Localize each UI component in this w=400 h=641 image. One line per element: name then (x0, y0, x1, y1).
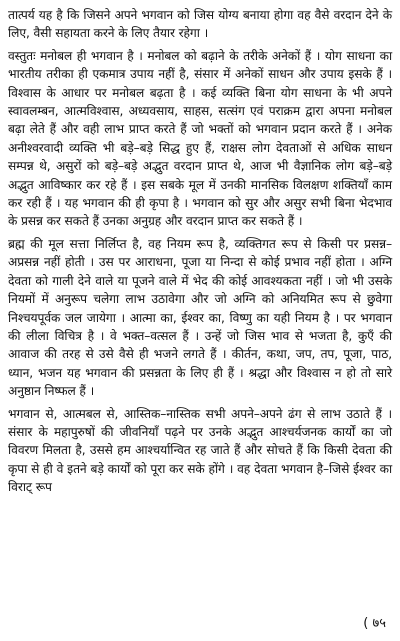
page-number: ( ७५ (363, 616, 386, 631)
document-page (8, 6, 392, 635)
paragraph-3: ब्रह्म की मूल सत्ता निर्लिप्त है, वह नियम रूप है, व्यक्तिगत रूप से किसी पर प्रसन्न–अप्रसन्न नहीं होती । उस पर आराधना, पूजा या निन्दा से कोई प्रभाव नहीं होता । अग्नि देवता को गाली देने वाले या पूजने वाले में भेद की कोई आवश्यकता नहीं । जो भी उसके नियमों में अनुरूप चलेगा लाभ उठावेगा और जो अग्नि को अनियमित रूप से छुवेगा निश्चयपूर्वक जल जायेगा । आत्मा का, ईश्वर का, विष्णु का यही नियम है । पर भगवान की लीला विचित्र है । वे भक्त–वत्सल हैं । उन्हें जो जिस भाव से भजता है, कुएँ की आवाज की तरह से उसे वैसे ही भजने लगते हैं । कीर्तन, कथा, जप, तप, पूजा, पाठ, ध्यान, भजन यह भगवान की प्रसन्नता के लिए ही हैं । श्रद्धा और विश्वास न हो तो सारे अनुष्ठान निष्फल हैं । (8, 236, 392, 399)
paragraph-2: वस्तुतः मनोबल ही भगवान है । मनोबल को बढ़ाने के तरीके अनेकों हैं । योग साधना का भारतीय तरीका ही एकमात्र उपाय नहीं है, संसार में अनेकों साधन और उपाय इसके हैं । विश्वास के आधार पर मनोबल बढ़ता है । कई व्यक्ति बिना योग साधना के भी अपने स्वावलम्बन, आत्मविश्वास, अध्यवसाय, साहस, सत्संग एवं पराक्रम द्वारा अपना मनोबल बढ़ा लेते हैं और वही लाभ प्राप्त करते हैं जो भक्तों को भगवान प्रदान करते हैं । अनेक अनीश्वरवादी व्यक्ति भी बड़े–बड़े सिद्ध हुए हैं, राक्षस लोग देवताओं से अधिक साधन सम्पन्न थे, असुरों को बड़े–बड़े अद्भुत वरदान प्राप्त थे, आज भी वैज्ञानिक लोग बड़े–बड़े अद्भुत आविष्कार कर रहे हैं । इस सबके मूल में उनकी मानसिक विलक्षण शक्तियाँ काम कर रही हैं । यह भगवान की ही कृपा है । भगवान को सुर और असुर सभी बिना भेदभाव के प्रसन्न कर सकते हैं उनका अनुग्रह और वरदान प्राप्त कर सकते हैं । (8, 48, 392, 229)
paragraph-4: भगवान से, आत्मबल से, आस्तिक–नास्तिक सभी अपने–अपने ढंग से लाभ उठाते हैं । संसार के महापुरुषों की जीवनियाँ पढ़ने पर उनके अद्भुत आश्चर्यजनक कार्यों का जो विवरण मिलता है, उससे हम आश्चर्यान्वित रह जाते हैं और सोचते हैं कि किसी देवता की कृपा से ही वे इतने बड़े कार्यों को पूरा कर सके होंगे । वह देवता भगवान है–जिसे ईश्वर का विराट् रूप (8, 406, 392, 495)
paragraph-1: तात्पर्य यह है कि जिसने अपने भगवान को जिस योग्य बनाया होगा वह वैसे वरदान देने के लिए, वैसी सहायता करने के लिए तैयार रहेगा । (8, 8, 392, 41)
